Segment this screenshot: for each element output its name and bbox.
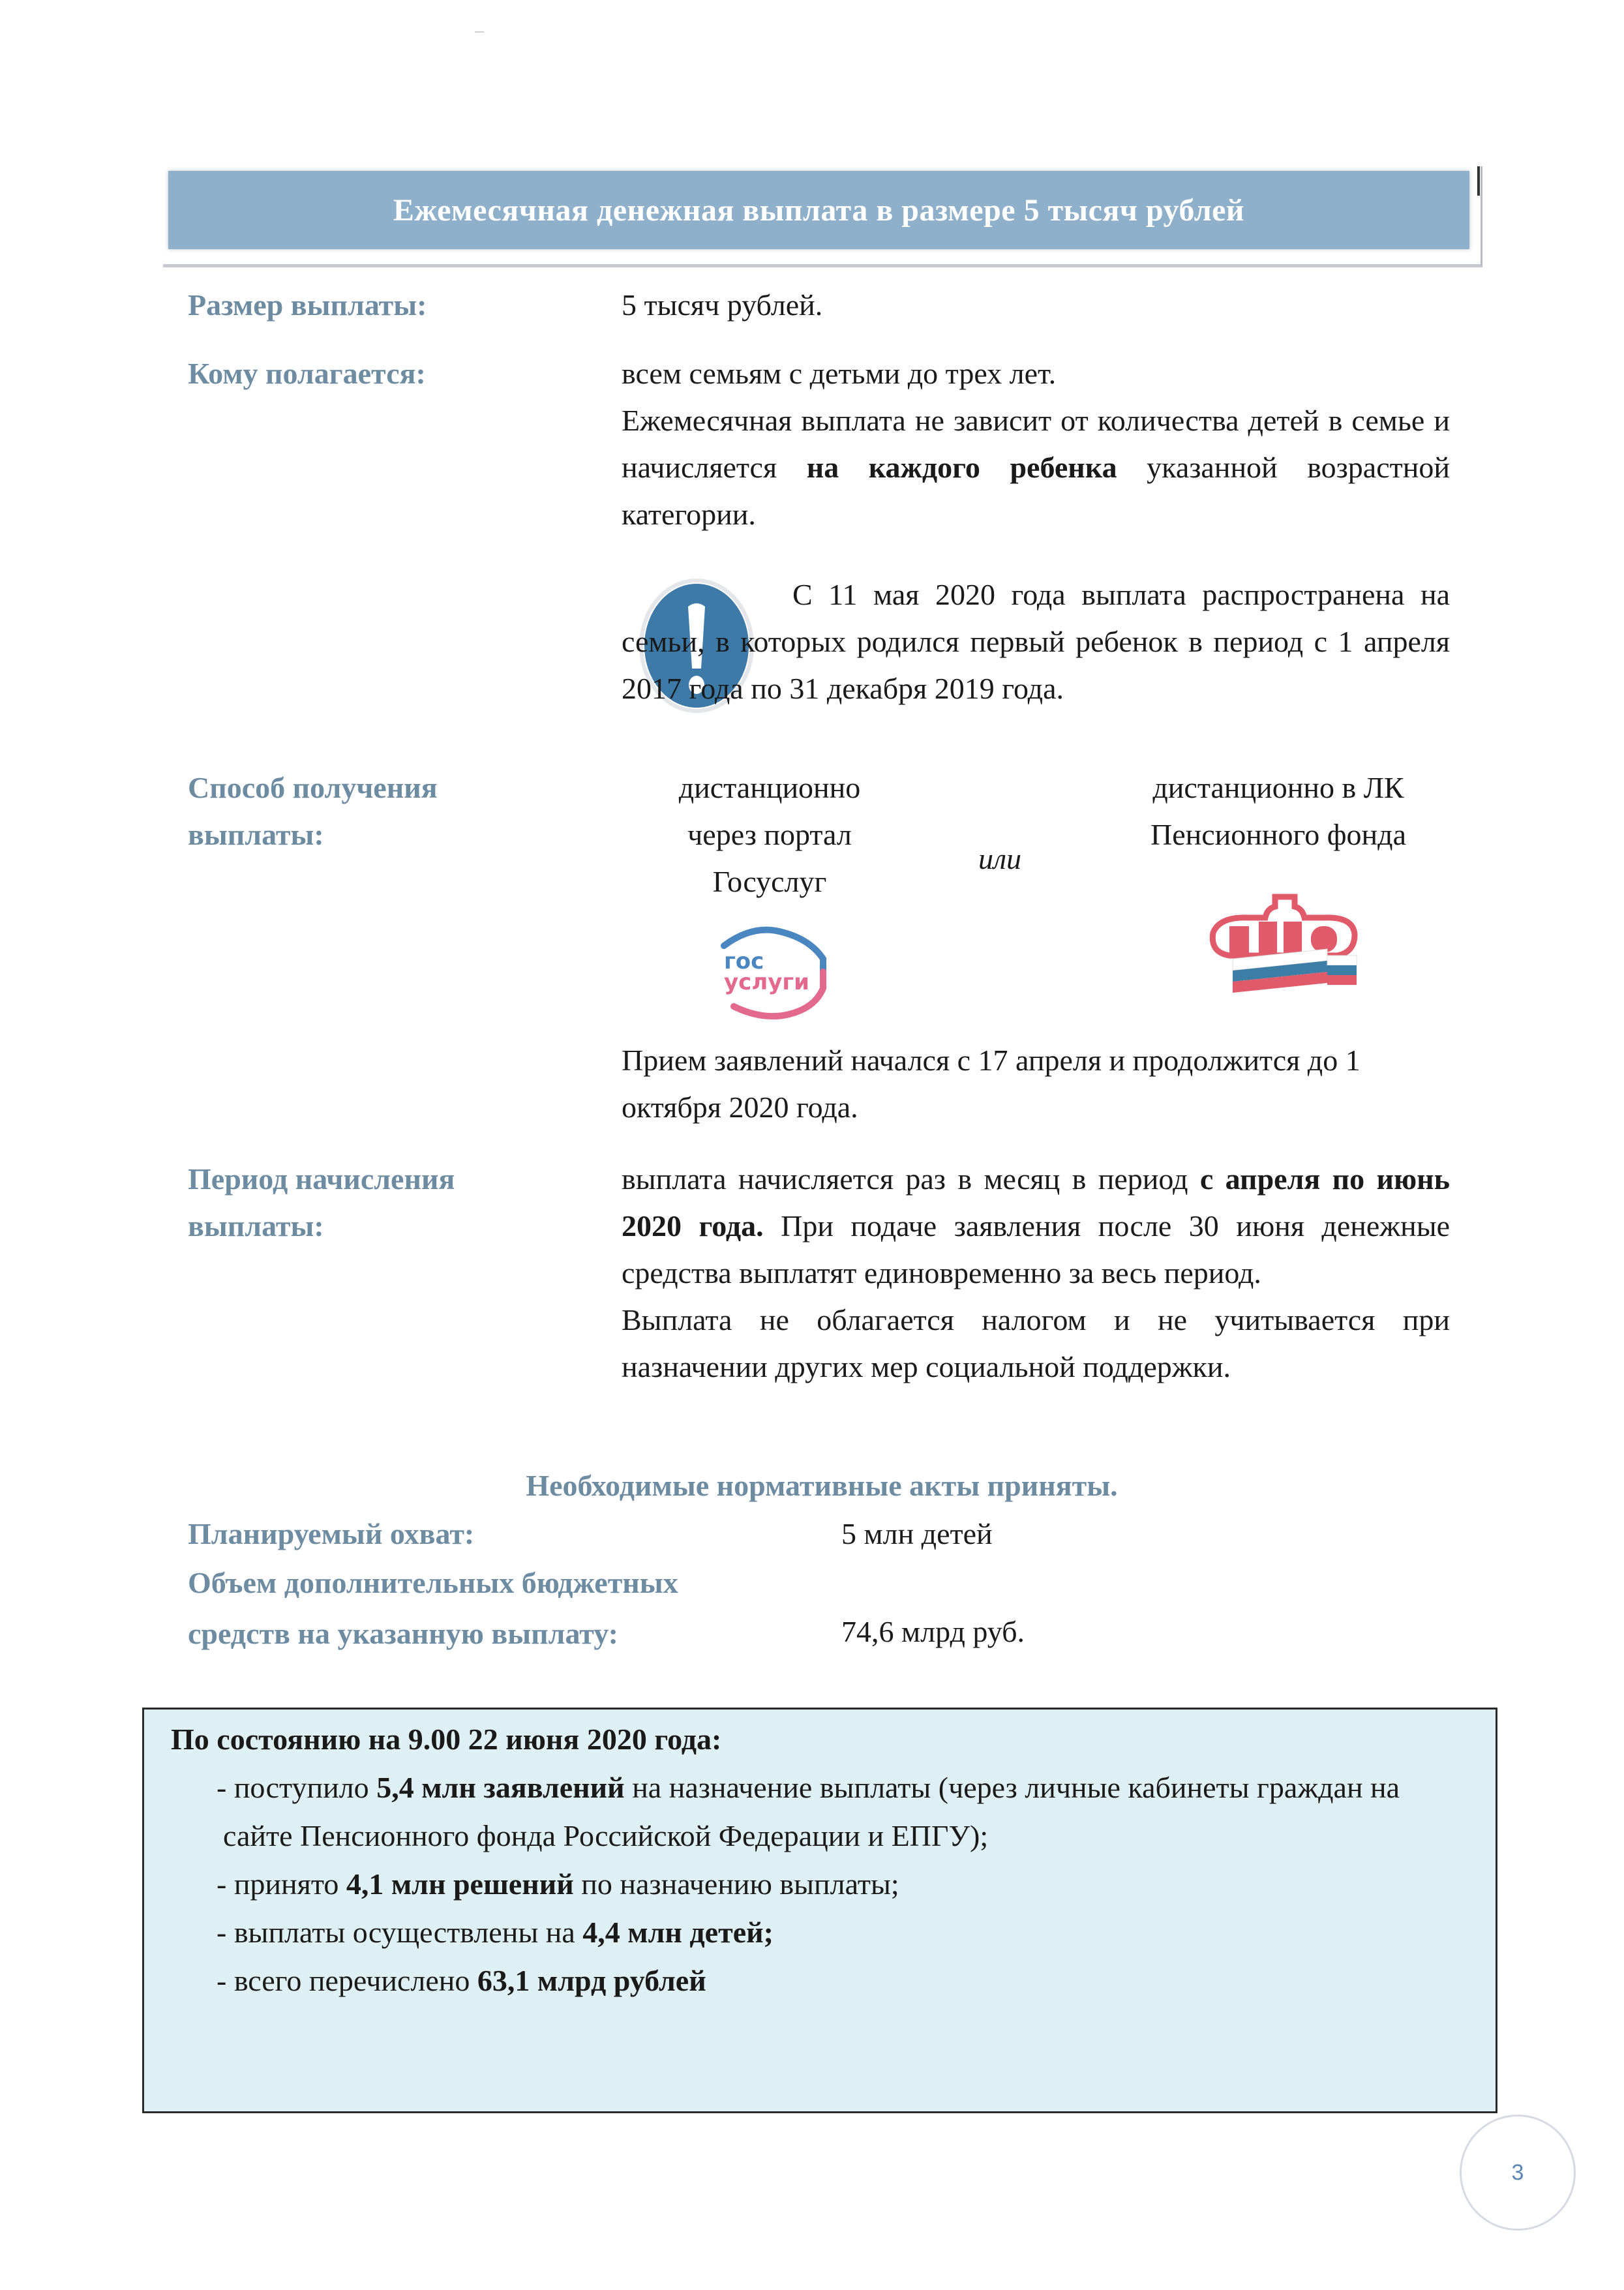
method-option-line: дистанционно (678, 771, 861, 804)
note-text: С 11 мая 2020 года выплата распространена на семьи, в которых родился первый ребенок в период с 1 апреля 2017 года по 31 декабря 2019 года. (622, 578, 1450, 705)
period-label-line: выплаты: (188, 1209, 324, 1243)
budget-label-line: Объем дополнительных бюджетных (188, 1566, 678, 1599)
gosuslugi-logo-icon (711, 923, 841, 1027)
period-paragraph (622, 1156, 1450, 1297)
acts-title: Необходимые нормативные акты приняты. (526, 1469, 1118, 1502)
stats-item-text: - поступило (217, 1771, 377, 1804)
amount-value: 5 тысяч рублей. (622, 288, 823, 322)
eligibility-value (622, 350, 1450, 538)
eligibility-label: Кому полагается: (188, 357, 426, 390)
stats-item (171, 1957, 1475, 2005)
gosuslugi-logo-text-top: гос (724, 948, 764, 974)
stats-item (171, 1860, 1475, 1908)
eligibility-text: Ежемесячная выплата не зависит от количества детей в семье и начисляется (622, 404, 1450, 484)
scan-mark (1477, 166, 1480, 196)
method-label (188, 764, 438, 858)
page-number: 3 (1511, 2160, 1524, 2185)
stats-content (171, 1715, 1475, 2005)
gosuslugi-logo-text-bottom: услуги (724, 969, 809, 995)
stats-item-value: 4,4 млн детей; (582, 1916, 774, 1949)
stats-item-value: 5,4 млн заявлений (376, 1771, 625, 1804)
stats-item-text-end: по назначению выплаты; (573, 1867, 899, 1901)
pfr-logo-icon (1203, 890, 1360, 995)
eligibility-line: всем семьям с детьми до трех лет. (622, 357, 1057, 390)
amount-label: Размер выплаты: (188, 288, 427, 322)
stats-title: По состоянию на 9.00 22 июня 2020 года: (171, 1723, 722, 1756)
method-option-line: Госуслуг (712, 865, 827, 898)
budget-label (188, 1558, 678, 1659)
method-label-line: Способ получения (188, 771, 438, 804)
stats-item (171, 1908, 1475, 1957)
stats-item-text: - выплаты осуществлены на (217, 1916, 583, 1949)
stats-item-value: 4,1 млн решений (346, 1867, 574, 1901)
eligibility-emphasis: на каждого ребенка (806, 451, 1117, 484)
page-number-badge (1460, 2115, 1576, 2231)
budget-label-line: средств на указанную выплату: (188, 1617, 618, 1650)
period-text-end: При подаче заявления после 30 июня денежные средства выплатят единовременно за весь период. (622, 1209, 1451, 1289)
stats-item-text: - всего перечислено (217, 1964, 477, 1997)
stats-item-value: 63,1 млрд рублей (477, 1964, 706, 1997)
coverage-label: Планируемый охват: (188, 1517, 475, 1550)
method-option-line: Пенсионного фонда (1150, 818, 1406, 851)
method-option-line: через портал (687, 818, 852, 851)
scan-mark (475, 31, 484, 33)
method-label-line: выплаты: (188, 818, 324, 851)
coverage-value: 5 млн детей (841, 1517, 993, 1550)
stats-item (171, 1764, 1475, 1860)
header-banner (168, 171, 1469, 249)
eligibility-text-end: указанной возрастной категории. (622, 451, 1450, 531)
or-separator: или (978, 842, 1022, 875)
eligibility-paragraph (622, 397, 1450, 538)
tax-note: Выплата не облагается налогом и не учитывается при назначении других мер социальной поддержки. (622, 1303, 1450, 1383)
stats-item-text: - принято (217, 1867, 346, 1901)
stats-item-text-end: на назначение выплаты (через личные кабинеты граждан на сайте Пенсионного фонда Российской Федерации и ЕПГУ); (223, 1771, 1400, 1852)
period-emphasis: с апреля по июнь 2020 года. (622, 1162, 1450, 1243)
period-text: выплата начисляется раз в месяц в период (622, 1162, 1200, 1196)
period-label-line: Период начисления (188, 1162, 455, 1196)
period-value (622, 1156, 1450, 1391)
method-option-gosuslugi (626, 764, 913, 905)
intake-period-text: Прием заявлений начался с 17 апреля и продолжится до 1 октября 2020 года. (622, 1044, 1361, 1124)
period-label (188, 1156, 455, 1250)
method-option-pfr (1096, 764, 1461, 858)
method-option-line: дистанционно в ЛК (1152, 771, 1404, 804)
page-title: Ежемесячная денежная выплата в размере 5 тысяч рублей (393, 192, 1245, 228)
budget-value: 74,6 млрд руб. (841, 1615, 1025, 1648)
